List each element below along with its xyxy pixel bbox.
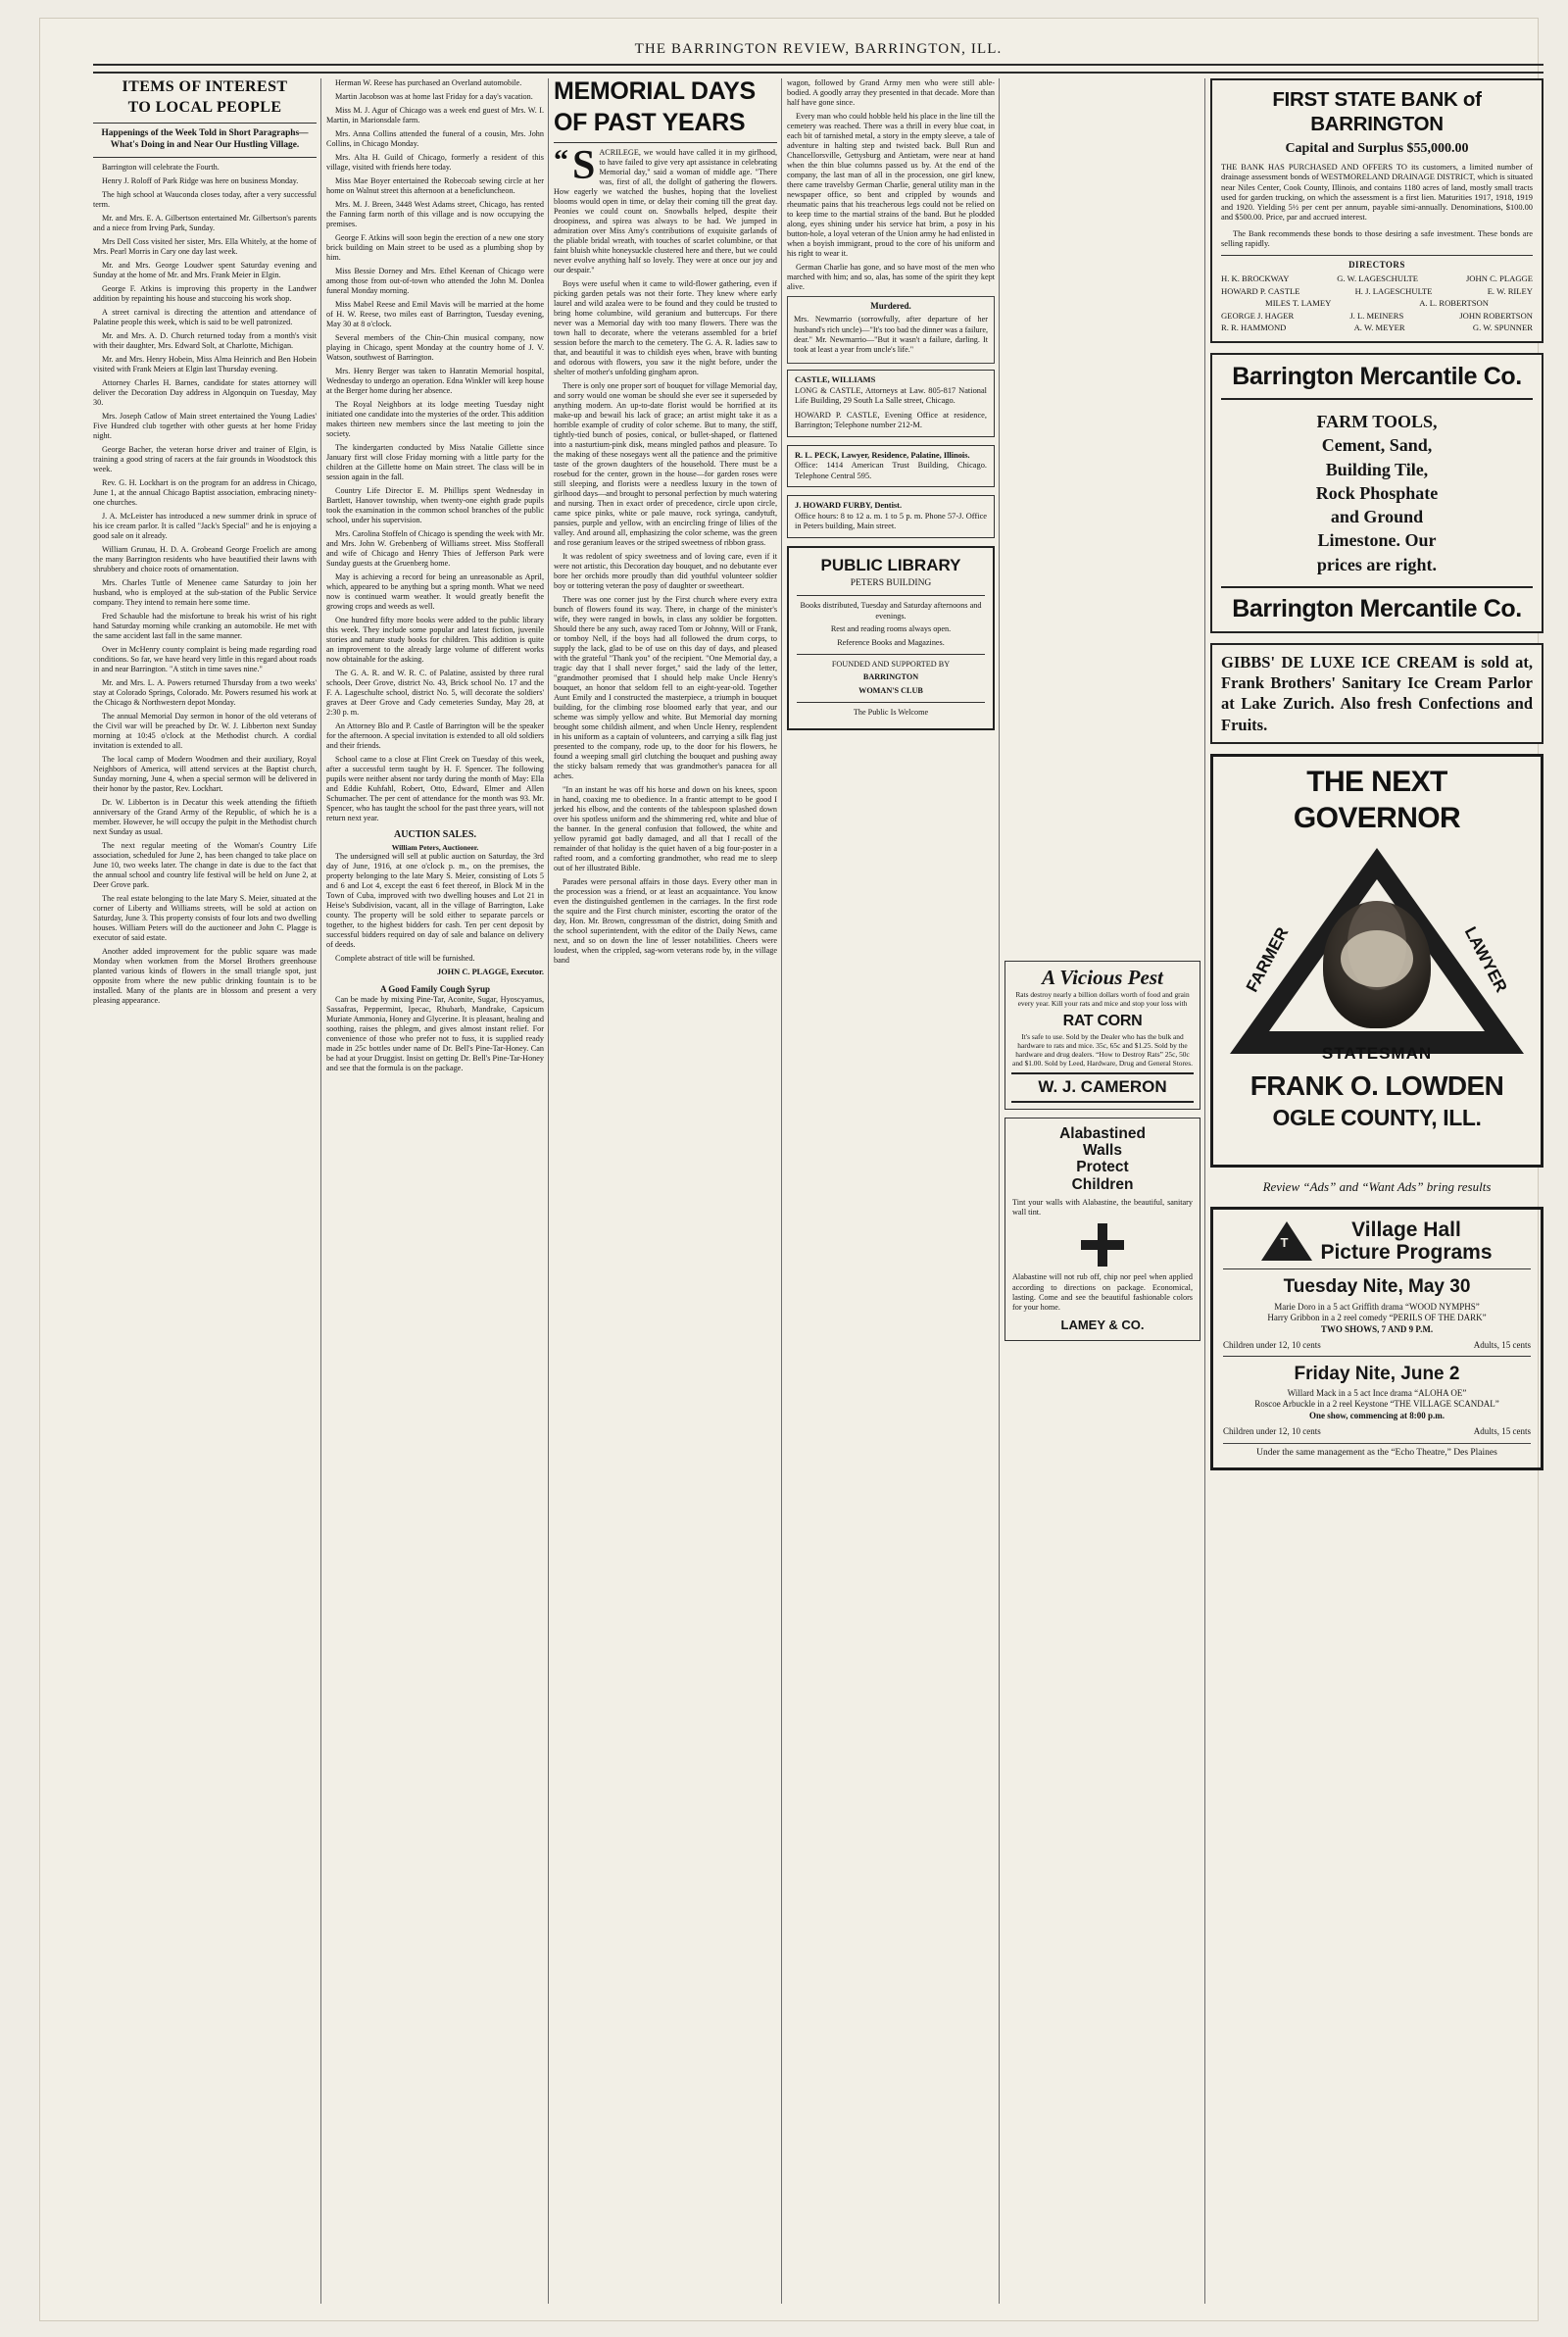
column-major-ads bbox=[1210, 78, 1544, 1470]
library-sponsor-1: BARRINGTON bbox=[862, 672, 919, 682]
news-item: Mrs. Henry Berger was taken to Hanratin Memorial hospital, Wednesday to undergo an operation. Edna Winkler will keep house at the Berger home during her absence. bbox=[326, 367, 544, 395]
rat-corn-headline: A Vicious Pest bbox=[1042, 966, 1163, 989]
news-item: Country Life Director E. M. Phillips spent Wednesday in Bartlett, Hanover township, when twenty-one eighth grade pupils took the examination in the common school branches of the public school, under his supervision. bbox=[326, 486, 544, 524]
column-local-briefs bbox=[326, 78, 544, 1077]
gibbs-ice-cream-ad[interactable] bbox=[1210, 643, 1544, 745]
news-item: Miss M. J. Agur of Chicago was a week end guest of Mrs. W. I. Martin, in Marionsdale farm. bbox=[326, 106, 544, 124]
memorial-paragraph: "In an instant he was off his horse and down on his knees, spoon in hand, coaxing me to obedience. In a frantic attempt to be good I jerked his elbow, and the contents of the tablespoon splashed down over his spotless uniform and the shimmering red, white and blue of the banner. In the general confusion that followed, the white and yellow pyramid got badly damaged, and all that I recall of the remainder of that holiday is the quiet haven of a big four-poster in a rafted room, and a comforting grandmother, who read me to sleep out of her illustrated Bible. bbox=[554, 784, 777, 872]
director-name: G. W. LAGESCHULTE bbox=[1337, 273, 1419, 284]
news-item: Mrs Dell Coss visited her sister, Mrs. Ella Whitely, at the home of Mrs. Pearl Morris in Cary one day last week. bbox=[93, 237, 317, 257]
library-location: PETERS BUILDING bbox=[850, 578, 932, 589]
rat-corn-brand: RAT CORN bbox=[1062, 1012, 1143, 1029]
news-item: Mrs. M. J. Breen, 3448 West Adams street, Chicago, has rented the Fanning farm north of this village and is now occupying the premises. bbox=[326, 200, 544, 228]
news-item: Dr. W. Libberton is in Decatur this week attending the fiftieth anniversary of the Grand Army of the Republic, of which he is a member. However, he will occupy the pulpit in the Methodist church next Sunday as usual. bbox=[93, 798, 317, 837]
news-item: George F. Atkins is improving this property in the Landwer addition by repainting his house and stuccoing his work shop. bbox=[93, 284, 317, 304]
alabastine-dealer: LAMEY & CO. bbox=[1060, 1318, 1145, 1333]
masthead: THE BARRINGTON REVIEW, BARRINGTON, ILL. bbox=[634, 41, 1003, 57]
director-name: JOHN ROBERTSON bbox=[1459, 310, 1533, 321]
show-feature-2: Willard Mack in a 5 act Ince drama “ALOHA OE” bbox=[1287, 1387, 1467, 1398]
alabastine-headline-2: Walls bbox=[1083, 1141, 1122, 1159]
memorial-paragraph: Boys were useful when it came to wild-flower gathering, even if picking garden petals was not their forte. They knew where early laurel and wild azalea were to be found and they could be trusted to bring home columbine, wild geranium and buttercups. For there never was a Memorial day with too many flowers. There was the town hall to decorate, where the veterans assembled for a brief session before the march to the cemetery. The G. A. R. ladies saw to that, and beautiful it was to childish eyes when, brave with bunting and odorous with flowers, you saw it the night before, under the shelter of mother's unfolding gingham apron. bbox=[554, 278, 777, 376]
director-name: H. J. LAGESCHULTE bbox=[1354, 285, 1433, 296]
library-sponsor-2: WOMAN'S CLUB bbox=[858, 686, 923, 695]
news-item: Mrs. Anna Collins attended the funeral of a cousin, Mrs. John Collins, in Chicago Monday. bbox=[326, 129, 544, 148]
adult-price-1: Adults, 15 cents bbox=[1473, 1339, 1531, 1350]
top-rule bbox=[93, 72, 1544, 74]
alabastine-body-2: Alabastine will not rub off, chip nor peel when applied according to directions on package. Economical, lasting. Come and see the beautiful fashionable colors for your home. bbox=[1012, 1272, 1193, 1313]
column-memorial-feature bbox=[554, 78, 777, 970]
auction-signature: JOHN C. PLAGGE, Executor. bbox=[436, 968, 544, 977]
joke-body: Mrs. Newmarrio (sorrowfully, after departure of her husband's rich uncle)—"It's too bad the dinner was a failure, dear." Mr. Newmarrio—"But it wasn't a failure, darling. It took at least a year from uncle's life." bbox=[794, 315, 988, 354]
public-library-ad bbox=[787, 546, 995, 731]
joke-title: Murdered. bbox=[870, 301, 911, 311]
bank-capital: Capital and Surplus $55,000.00 bbox=[1285, 141, 1469, 156]
memorial-paragraph: Parades were personal affairs in those days. Every other man in the procession was a friend, or at least an acquaintance. You know even the distinguished gentlemen in the carriages. In the first rode the squire and the First church minister, escorting the orator of the day, Hon. Mr. Brown, congressman of the district, doing Smith and the school superintendent, with the editor of the Daily News, came next, and so on down the line of lesser notabilities. Cheers were loudest, when the crippled, sag-worn veterans rode by, in the village band bbox=[554, 876, 777, 965]
news-item: Mrs. Joseph Catlow of Main street entertained the Young Ladies' Five Hundred club together with other guests at her home Friday night. bbox=[93, 412, 317, 441]
triangle-word-farmer: FARMER bbox=[1242, 924, 1293, 996]
news-item: Mr. and Mrs. L. A. Powers returned Thursday from a two weeks' stay at Colorado Springs, Colorado. Mr. Powers resumed his work at the Chicago & Northwestern depot Monday. bbox=[93, 678, 317, 708]
prices-row-2 bbox=[1223, 1426, 1531, 1437]
card-details: Office hours: 8 to 12 a. m. 1 to 5 p. m. Phone 57-J. Office in Peters building, Main street. bbox=[795, 511, 987, 531]
candidate-portrait bbox=[1323, 901, 1431, 1028]
memorial-lead-paragraph: ACRILEGE, we would have called it in my girlhood, to have failed to give very apt assistance in celebrating Memorial day," said a woman of middle age. "There was, first of all, the dollght of gathering the flowers. How eagerly we watched the bushes, hoping that the loveliest blooms would open in time, or delay their coming till the great day. Peonies we could count on. Snowballs helped, despite their droopiness, and spirea was always to be had. We jumped in admiration over Miss Amy's contributions of exquisite garlands of the pliable bridal wreath, with touches of scarlet columbine, or that faint bluish white honeysuckle clustered here and there, but we could never evolve anything half so lovely. They were at once our joy and our despair." bbox=[554, 147, 777, 274]
joke-murdered bbox=[787, 296, 995, 364]
news-item: Miss Bessie Dorney and Mrs. Ethel Keenan of Chicago were among those from out-of-town who attended the John M. Donlea funeral Monday morning. bbox=[326, 267, 544, 295]
mercantile-item: Building Tile, bbox=[1325, 459, 1429, 479]
bank-name: FIRST STATE BANK of BARRINGTON bbox=[1272, 88, 1482, 135]
memorial-headline-line1: MEMORIAL DAYS bbox=[554, 77, 756, 105]
news-item: Barrington will celebrate the Fourth. bbox=[102, 163, 220, 173]
news-item: Several members of the Chin-Chin musical company, now playing in Chicago, spent Monday at the country home of J. V. Watson, southwest of Barrington. bbox=[326, 333, 544, 362]
card-details: Office: 1414 American Trust Building, Chicago. Telephone Central 595. bbox=[795, 461, 987, 480]
news-item: The local camp of Modern Woodmen and their auxiliary, Royal Neighbors of America, will attend services at the Baptist church, Sunday morning, June 4, when a special sermon will be delivered in their honor by the pastor, Rev. Lockhart. bbox=[93, 755, 317, 794]
director-name: JOHN C. PLAGGE bbox=[1465, 273, 1533, 284]
column-divider-2 bbox=[548, 78, 549, 2304]
auction-body: The undersigned will sell at public auction on Saturday, the 3rd day of June, 1916, at one o'clock p. m., on the premises, the property belonging to the late Mary S. Meier, consisting of Lots 5 and 6 and Lot 4, except the east 6 feet thereof, in Block M in the Town of Cuba, improved with two dwelling houses and Lot 21 in Heise's Subdivision, vacant, all in the village of Barrington, Lake county. The property will be sold either to separate parcels or together, to the highest bidders for cash. Ten per cent deposit by successful bidders required on day of sale and balance on delivery of deeds. bbox=[326, 852, 544, 950]
bank-director-row bbox=[1221, 273, 1533, 283]
mercantile-name-top: Barrington Mercantile Co. bbox=[1232, 363, 1522, 391]
news-item: May is achieving a record for being an unreasonable as April, which, appeared to be anything but a spring month. What we need now is continued warm weather. It would greatly benefit the growing crops and weeds as well. bbox=[326, 572, 544, 611]
memorial-continued-paragraph: Every man who could hobble held his place in the line till the cemetery was reached. There was a thrill in every blue coat, in each bit of tarnished metal, a story in the empty sleeve, a tale of adventure in halting step and twisted back. Bull Run and Chancellorsville, Gettysburg and Antietam, were near at hand when the thin blue columns passed us by. At the end of the company, the last man of all in the procession, one girl knew, there came travelsby German Charlie, general utility man in the newspaper office, so bent and crippled by wounds and rheumatic pains that his treacherous legs could not be relied on to keep time to the martial strains of the band. But he plodded along, eyes shining under his service hat brim, a posy in his button-hole, a loyal veteran of the Union army he had enlisted in when a boyish immigrant, proud to the core of his uniform and his right to wear it. bbox=[787, 112, 995, 258]
alabastine-ad[interactable] bbox=[1004, 1118, 1200, 1342]
adult-price-2: Adults, 15 cents bbox=[1473, 1425, 1531, 1436]
column-divider-5 bbox=[1204, 78, 1205, 2304]
memorial-paragraph: It was redolent of spicy sweetness and of loving care, even if it were not artistic, this Decoration day bouquet, and no debutante ever bore her orchids more proudly than did youthful volunteer soldier boy or tottering veteran the posy of daughter or sweetheart. bbox=[554, 551, 777, 590]
triangle-word-statesman: STATESMAN bbox=[1321, 1043, 1433, 1063]
news-item: The Royal Neighbors at its lodge meeting Tuesday night initiated one candidate into the mysteries of the order. This addition makes thirteen new members since the last meeting to join the society. bbox=[326, 400, 544, 438]
director-name: E. W. RILEY bbox=[1487, 285, 1533, 296]
news-item: The G. A. R. and W. R. C. of Palatine, assisted by three rural schools, Deer Grove, district No. 43, Brick school No. 17 and the F. A. Lageschulte school, district No. 5, will decorate the soldiers' graves at Deer Grove and Cady cemeteries Sunday, May 28, at 2:30 p. m. bbox=[326, 669, 544, 717]
news-item: Martin Jacobson was at home last Friday for a day's vacation. bbox=[335, 92, 533, 101]
director-name: A. L. ROBERTSON bbox=[1419, 298, 1489, 309]
news-item: School came to a close at Flint Creek on Tuesday of this week, after a successful term taught by H. F. Spencer. The following pupils were neither absent nor tardy during the month of May: Ella and Eddie Kuhfahl, Robert, Otto, Edward, Elmer and Allen Schumacher. The per cent of attendance for the month was 93. Mr. Spencer, who has taught the school for the past three years, will not return next year. bbox=[326, 755, 544, 822]
bank-director-row bbox=[1221, 298, 1533, 308]
memorial-headline-line2: OF PAST YEARS bbox=[554, 109, 746, 137]
mercantile-item: and Ground bbox=[1330, 507, 1424, 527]
triangle-logo-icon: T bbox=[1261, 1221, 1312, 1261]
news-item: George F. Atkins will soon begin the erection of a new one story brick building on Main street to be used as a plumbing shop by him. bbox=[326, 233, 544, 262]
mercantile-name-bottom: Barrington Mercantile Co. bbox=[1232, 595, 1522, 623]
card-extra: HOWARD P. CASTLE, Evening Office at residence, Barrington; Telephone number 212-M. bbox=[795, 410, 987, 430]
news-item: Mrs. Alta H. Guild of Chicago, formerly a resident of this village, visited with friends here today. bbox=[326, 153, 544, 172]
masthead-rule bbox=[93, 64, 1544, 66]
news-item: Attorney Charles H. Barnes, candidate for states attorney will deliver the Decoration Day address in Algonquin on Tuesday, May 30. bbox=[93, 378, 317, 408]
village-hall-ad[interactable] bbox=[1210, 1207, 1544, 1470]
news-item: Mr. and Mrs. E. A. Gilbertson entertained Mr. Gilbertson's parents and a niece from Irving Park, Sunday. bbox=[93, 214, 317, 233]
library-reference: Reference Books and Magazines. bbox=[837, 638, 945, 648]
memorial-continued-paragraph: wagon, followed by Grand Army men who were still able-bodied. A goodly array they presented in that decade. More than half have gone since. bbox=[787, 78, 995, 107]
bank-recommend-text: The Bank recommends these bonds to those desiring a safe investment. These bonds are selling rapidly. bbox=[1221, 228, 1533, 248]
show-comedy-1: Harry Gribbon in a 2 reel comedy “PERILS OF THE DARK” bbox=[1267, 1313, 1487, 1323]
show-comedy-2: Roscoe Arbuckle in a 2 reel Keystone “THE VILLAGE SCANDAL” bbox=[1254, 1399, 1499, 1410]
rat-corn-subtext: Rats destroy nearly a billion dollars worth of food and grain every year. Kill your rats and mice and stop your loss with bbox=[1015, 990, 1190, 1008]
house-ad-slogan: Review “Ads” and “Want Ads” bring results bbox=[1262, 1179, 1492, 1195]
director-name: HOWARD P. CASTLE bbox=[1221, 285, 1300, 296]
show-feature-1: Marie Doro in a 5 act Griffith drama “WOOD NYMPHS” bbox=[1274, 1301, 1480, 1312]
library-rooms: Rest and reading rooms always open. bbox=[830, 624, 952, 634]
headline-to-local-people: TO LOCAL PEOPLE bbox=[127, 99, 282, 117]
prices-row-1 bbox=[1223, 1340, 1531, 1351]
governor-triangle-graphic bbox=[1221, 840, 1533, 1066]
rat-corn-body: It's safe to use. Sold by the Dealer who has the bulk and hardware to rats and mice. 35c, 65c and $1.25. Sold by the hardware and drug dealers. “How to Destroy Rats” 25c, 50c and $1.00. Sold by Leed, Hardware, Drug and General Stores. bbox=[1012, 1032, 1193, 1068]
mercantile-product-list bbox=[1221, 410, 1533, 576]
alabastine-headline-4: Children bbox=[1071, 1175, 1134, 1193]
director-name: MILES T. LAMEY bbox=[1265, 298, 1332, 309]
news-item: Mrs. Carolina Stoffeln of Chicago is spending the week with Mr. and Mrs. John W. Grebenberg of Williams street. Miss Stofferall and wife of Chicago and Henry Thies of Jefferson Park were Sunday guests at the Gruenberg home. bbox=[326, 529, 544, 568]
alabastine-headline-1: Alabastined bbox=[1059, 1124, 1146, 1142]
alabastine-body-1: Tint your walls with Alabastine, the beautiful, sanitary wall tint. bbox=[1012, 1197, 1193, 1218]
auction-note: Complete abstract of title will be furnished. bbox=[335, 954, 475, 964]
news-item: The high school at Wauconda closes today, after a very successful term. bbox=[93, 190, 317, 210]
news-item: Miss Mabel Reese and Emil Mavis will be married at the home of H. W. Reese, two miles east of Barrington, Tuesday evening, May 30 at 8 o'clock. bbox=[326, 300, 544, 328]
column-divider-4 bbox=[999, 78, 1000, 2304]
news-item: Mrs. Charles Tuttle of Menenee came Saturday to join her husband, who is employed at the sub-station of the Public Service company. They intend to remain here some time. bbox=[93, 578, 317, 608]
column-divider-1 bbox=[320, 78, 321, 2304]
news-item: The kindergarten conducted by Miss Natalie Gillette since January first will close Friday morning with a little party for the children at the Gillette home on Main street. The class will be in session again in the fall. bbox=[326, 443, 544, 481]
card-name: J. HOWARD FURBY, Dentist. bbox=[795, 501, 903, 511]
rat-corn-dealer: W. J. CAMERON bbox=[1011, 1072, 1194, 1103]
cross-logo-icon bbox=[1081, 1223, 1124, 1267]
library-hours: Books distributed, Tuesday and Saturday afternoons and evenings. bbox=[800, 601, 982, 621]
subheadline-happenings: Happenings of the Week Told in Short Paragraphs—What's Doing in and Near Our Hustling Village. bbox=[101, 127, 309, 150]
memorial-paragraph: There is only one proper sort of bouquet for village Memorial day, and sorry would one woman be should she ever see it superseded by anything modern. An up-to-date florist would be horrified at its make-up and bewail his lack of grace; an artist might take it as a horrible example of crudity of color scheme. But to many, the stiff, tightly-tied bunch of posies, conical, or bullet-shaped, or flattened into a nasturtium-pink disk, means mingled pathos and pleasure. To the making of these nosegays went all the patience and the primitive taste of the grown daughters of the household. There must be a rosebud for the center, grown in the house—for garden roses were still sleeping, and florists were a needless luxury in the town of girlhood days—and brought to personal perfection by much watering and nursing. Then in exact order of precedence, circle upon circle, came spice pinks, white or pale mauve, rock syringa, candytuft, pansies, purple and yellow, with an encircling fringe of lilies of the valley. And around all, emphasizing the color scheme, was the green and rose geranium leaves or the striped sweetness of ribbon grass. bbox=[554, 380, 777, 547]
mercantile-item: prices are right. bbox=[1316, 554, 1438, 574]
show-date-tuesday: Tuesday Nite, May 30 bbox=[1283, 1276, 1471, 1298]
library-welcome: The Public Is Welcome bbox=[853, 707, 929, 717]
mercantile-ad[interactable] bbox=[1210, 353, 1544, 632]
gibbs-ad-text: GIBBS' DE LUXE ICE CREAM is sold at, Frank Brothers' Sanitary Ice Cream Parlor at Lake Zurich. Also fresh Confections and Fruits. bbox=[1221, 652, 1533, 734]
professional-card-peck bbox=[787, 445, 995, 488]
candidate-county: OGLE COUNTY, ILL. bbox=[1272, 1104, 1482, 1130]
card-name: CASTLE, WILLIAMS bbox=[795, 375, 876, 385]
bank-directors-heading: DIRECTORS bbox=[1221, 255, 1533, 271]
director-name: A. W. MEYER bbox=[1353, 322, 1405, 332]
professional-card-castle bbox=[787, 370, 995, 437]
director-name: R. R. HAMMOND bbox=[1221, 322, 1287, 332]
column-display-ads bbox=[1004, 961, 1200, 1341]
news-item: Rev. G. H. Lockhart is on the program for an address in Chicago, June 1, at the annual Chicago Baptist association, embracing ninety-one churches. bbox=[93, 478, 317, 508]
card-name: R. L. PECK, Lawyer, Residence, Palatine, Illinois. bbox=[795, 450, 970, 460]
bank-director-row bbox=[1221, 323, 1533, 332]
card-details: LONG & CASTLE, Attorneys at Law. 805-817 National Life Building, 29 South La Salle street, Chicago. bbox=[795, 385, 987, 406]
show-date-friday: Friday Nite, June 2 bbox=[1294, 1363, 1460, 1384]
drop-cap-letter: S bbox=[572, 142, 596, 188]
auction-sales-heading: AUCTION SALES. bbox=[394, 829, 476, 840]
director-name: GEORGE J. HAGER bbox=[1221, 310, 1295, 321]
news-item: Mr. and Mrs. Henry Hobein, Miss Alma Heinrich and Ben Hobein visited with Frank Meiers at Elgin last Thursday evening. bbox=[93, 355, 317, 374]
columns-container bbox=[93, 78, 1544, 2304]
news-item: Herman W. Reese has purchased an Overland automobile. bbox=[335, 78, 522, 87]
cough-syrup-heading: A Good Family Cough Syrup bbox=[379, 983, 491, 994]
director-name: J. L. MEINERS bbox=[1349, 310, 1404, 321]
first-state-bank-ad[interactable] bbox=[1210, 78, 1544, 343]
lowden-governor-ad[interactable] bbox=[1210, 754, 1544, 1168]
news-item: Henry J. Roloff of Park Ridge was here on business Monday. bbox=[102, 176, 299, 186]
village-hall-title-1: Village Hall bbox=[1351, 1218, 1461, 1242]
candidate-name: FRANK O. LOWDEN bbox=[1250, 1070, 1504, 1102]
director-name: H. K. BROCKWAY bbox=[1221, 273, 1290, 284]
cough-syrup-body: Can be made by mixing Pine-Tar, Aconite, Sugar, Hyoscyamus, Sassafras, Peppermint, Ipecac, Rhubarb, Mandrake, Capsicum Muriate Ammonia, Honey and Glycerine. It is pleasant, healing and soothing, raises the phlegm, and gives almost instant relief. For convenience of those who prefer not to fuss, it is supplied ready made in 25c bottles under name of Dr. Bell's Pine-Tar-Honey. Can be had at your Druggist. Insist on getting Dr. Bell's Pine-Tar-Honey and see that the formula is on the package. bbox=[326, 994, 544, 1072]
news-item: The next regular meeting of the Woman's Country Life association, scheduled for June 2, has been changed to take place on June 10, two weeks later. The change in date is due to the fact that the annual school and country life festival will be held on June 2, at Deer Grove park. bbox=[93, 841, 317, 890]
show-times-2: One show, commencing at 8:00 p.m. bbox=[1309, 1411, 1445, 1421]
bank-director-row bbox=[1221, 311, 1533, 321]
mercantile-item: FARM TOOLS, bbox=[1316, 411, 1438, 431]
bank-director-row bbox=[1221, 286, 1533, 296]
news-item: Another added improvement for the public square was made Monday when workmen from the Morsel Brothers greenhouse planted various kinds of flowers in the small triangle spot, just opposite from where the new public drinking fountain is to be installed. Many of the plants are in blossom and present a very pleasing appearance. bbox=[93, 947, 317, 1006]
column-memorial-continued bbox=[787, 78, 995, 740]
professional-card-furby bbox=[787, 495, 995, 538]
village-hall-title-2: Picture Programs bbox=[1320, 1241, 1493, 1265]
auctioneer-name: William Peters, Auctioneer. bbox=[391, 843, 479, 853]
triangle-word-lawyer: LAWYER bbox=[1460, 923, 1511, 997]
library-founded-by: FOUNDED AND SUPPORTED BY bbox=[831, 659, 951, 669]
paper-sheet bbox=[39, 18, 1539, 2321]
news-item: A street carnival is directing the attention and attendance of Palatine people this week, which is said to be well patronized. bbox=[93, 308, 317, 327]
news-item: Mr. and Mrs. George Loudwer spent Saturday evening and Sunday at the home of Mr. and Mrs. Frank Meier in Elgin. bbox=[93, 261, 317, 280]
alabastine-headline-3: Protect bbox=[1076, 1159, 1129, 1176]
news-item: An Attorney Blo and P. Castle of Barrington will be the speaker for the afternoon. A special invitation is extended to all old soldiers and their friends. bbox=[326, 721, 544, 750]
bank-offer-text: THE BANK HAS PURCHASED AND OFFERS TO its customers, a limited number of drainage assessment bonds of WESTMORELAND DRAINAGE DISTRICT, which is situated near Niles Center, Cook County, Illinois, and contains 1180 acres of land, mostly small tracts used for garden trucking, on which the assessment is a first lien. Maturities 1917, 1918, 1919 and 1920. Yielding 5½ per cent per annum, payable simi-annually. Denominations, $100.00 and $500.00. Price, par and accrued interest. bbox=[1221, 163, 1533, 223]
mercantile-item: Limestone. Our bbox=[1317, 530, 1437, 551]
mercantile-item: Rock Phosphate bbox=[1315, 482, 1439, 503]
news-item: One hundred fifty more books were added to the public library this week. They include some popular and latest fiction, juvenile stories and nature study books for children. This addition is quite an improvement to the already large volume of different works now obtainable for the asking. bbox=[326, 616, 544, 664]
news-item: Miss Mae Boyer entertained the Robecoab sewing circle at her home on Walnut street this afternoon at a beneficluncheon. bbox=[326, 176, 544, 195]
news-item: The real estate belonging to the late Mary S. Meier, situated at the corner of Liberty and Williams streets, will be sold at action on Saturday, June 3. This property consists of four lots and two dwelling houses. William Peters will do the auctioneer and John C. Plagge is executor of said estate. bbox=[93, 894, 317, 943]
open-quote-mark: “ bbox=[554, 143, 568, 176]
news-item: The annual Memorial Day sermon in honor of the old veterans of the Civil war will be preached by Dr. W. J. Libberton next Sunday morning at 10:45 o'clock at the Methodist church. A cordial invitation is extended to all. bbox=[93, 712, 317, 751]
child-price-2: Children under 12, 10 cents bbox=[1223, 1425, 1321, 1436]
show-times-1: TWO SHOWS, 7 AND 9 P.M. bbox=[1320, 1323, 1434, 1334]
village-hall-management-note: Under the same management as the “Echo Theatre,” Des Plaines bbox=[1223, 1443, 1531, 1460]
governor-headline: THE NEXT GOVERNOR bbox=[1293, 766, 1461, 834]
news-item: Over in McHenry county complaint is being made regarding road conditions. So far, we have heard very little in this regard about roads in and near Barrington. "A stitch in time saves nine." bbox=[93, 645, 317, 674]
memorial-paragraph: There was one corner just by the First church where every extra bunch of flowers found its way. There, in charge of the minister's wife, they were ranged in bowls, in class any soldier be forgotten. Should there be any such, away raced Tom or Johnny, Will or Frank, or tomboy Nell, if the boys had all followed the drum corps, to supply the lack, glad to be of use on this day of days, and pleased with the grateful "Thank you" of the recipient. "One Memorial day, a tragic day that I shall never forget," said the lady of the letter, "grandmother promised that I should help make Uncle Henry's bouquet, an honor that seldom fell to an eight-year-old. Together Aunt Emily and I constructed the masterpiece, a triumph in bouquet building, for the climbing rose bloomed early that year, and our scheme was simply yellow and white. But Memorial day morning brought some childish ailment, and when Uncle Henry, resplendent in his uniform as a captain of volunteers, and carrying a silk flag just presented to the company, rode up, to the door for his flowers, he found a weeping small girl clutching the bouquet and pushing away the sticky balsam remedy that was grandmother's panacea for all aches. bbox=[554, 594, 777, 780]
news-item: William Grunau, H. D. A. Grobeand George Froelich are among the many Barrington residents who have beautified their lawns with shrubbery and choice roots of ornamentation. bbox=[93, 545, 317, 574]
child-price-1: Children under 12, 10 cents bbox=[1223, 1339, 1321, 1350]
news-item: George Bacher, the veteran horse driver and trainer of Elgin, is training a good string of racers at the fair grounds in Woodstock this week. bbox=[93, 445, 317, 474]
news-item: Fred Schauble had the misfortune to break his wrist of his right hand Saturday morning while cranking an automobile. He met with the same accident last fall in the same manner. bbox=[93, 612, 317, 641]
column-divider-3 bbox=[781, 78, 782, 2304]
news-item: J. A. McLeister has introduced a new summer drink in spruce of his ice cream parlor. It is called "Jack's Special" and he is enjoying a good sale on it already. bbox=[93, 512, 317, 541]
village-hall-header bbox=[1223, 1218, 1531, 1264]
director-name: G. W. SPUNNER bbox=[1472, 322, 1533, 332]
news-item: Mr. and Mrs. A. D. Church returned today from a month's visit with their daughter, Mrs. Edward Solt, at Charlotte, Michigan. bbox=[93, 331, 317, 351]
column-local-news bbox=[93, 78, 317, 1010]
memorial-continued-paragraph: German Charlie has gone, and so have most of the men who marched with him; and so, alas, has some of the spirit they kept alive. bbox=[787, 263, 995, 291]
headline-items-of-interest: ITEMS OF INTEREST bbox=[122, 78, 288, 95]
mercantile-item: Cement, Sand, bbox=[1321, 435, 1433, 456]
library-title: PUBLIC LIBRARY bbox=[820, 555, 961, 574]
rat-corn-ad[interactable] bbox=[1004, 961, 1200, 1110]
